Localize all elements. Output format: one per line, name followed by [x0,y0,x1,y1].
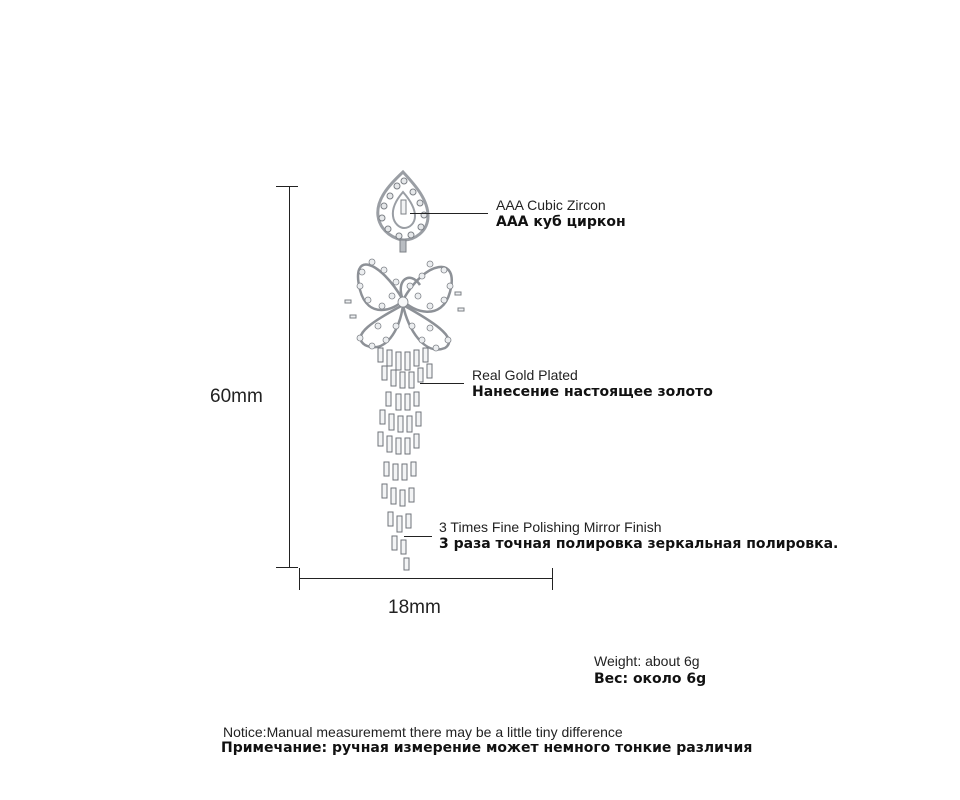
earring-bow-stones [357,259,453,351]
weight-ru: Вес: около 6g [594,671,707,687]
callout-3-en: 3 Times Fine Polishing Mirror Finish [439,519,662,535]
height-dim-label: 60mm [210,386,263,407]
callout-1-en: AAA Cubic Zircon [496,197,606,213]
callout-2-en: Real Gold Plated [472,367,578,383]
notice-en: Notice:Manual measurememt there may be a little tiny difference [223,724,623,740]
callout-1-leader [410,213,488,214]
width-dim-line [299,578,553,579]
width-dim-right-tick [552,568,553,590]
height-dim-line [289,186,290,568]
callout-3-leader [404,536,432,537]
notice-ru: Примечание: ручная измерение может немного тонкие различия [221,740,753,756]
width-dim-left-tick [299,568,300,590]
callout-2-ru: Нанесение настоящее золото [472,384,713,400]
width-dim-label: 18mm [388,597,441,618]
callout-3-ru: 3 раза точная полировка зеркальная полировка. [439,536,839,552]
earring-top-stones [379,178,427,239]
weight-en: Weight: about 6g [594,653,700,669]
height-dim-top-tick [276,186,298,187]
height-dim-bottom-tick [276,567,298,568]
callout-2-leader [420,383,464,384]
callout-1-ru: AAA куб циркон [496,214,626,230]
